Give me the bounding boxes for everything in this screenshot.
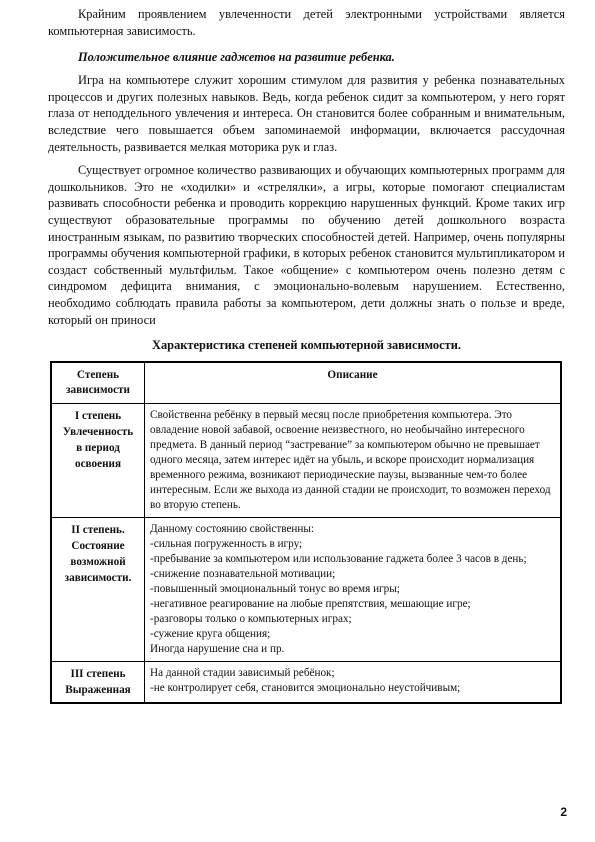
- description-line: Иногда нарушение сна и пр.: [150, 643, 285, 656]
- addiction-levels-table: [50, 361, 562, 704]
- table-row: [51, 404, 561, 518]
- paragraph-addiction-intro: Крайним проявлением увлеченности детей электронными устройствами является компьютерная зависимость.: [48, 7, 565, 38]
- description-line: -разговоры только о компьютерных играх;: [150, 613, 352, 626]
- table-header-row: [51, 362, 561, 404]
- description-line: Данному состоянию свойственны:: [150, 523, 315, 536]
- level-line: III степень: [70, 668, 126, 681]
- description-line: На данной стадии зависимый ребёнок;: [150, 667, 335, 680]
- page-number: 2: [560, 805, 567, 819]
- table-caption: Характеристика степеней компьютерной зависимости.: [152, 338, 461, 353]
- level-line: Выраженная: [65, 684, 131, 697]
- description-line: -сильная погруженность в игру;: [150, 538, 303, 551]
- description-cell: [145, 662, 562, 704]
- description-cell: [145, 518, 562, 662]
- paragraph-educational-programs: Существует огромное количество развивающих и обучающих компьютерных программ для дошкольников. Это не «ходилки» и «стрелялки», а игры, которые помогают специалистам развивать способности ребенка и проводить коррекцию нарушенных функций. Кроме таких игр существуют образовательные программы по обучению детей дошкольного возраста иностранным языкам, по развитию творческих способностей детей. Например, очень популярны программы обучения компьютерной графики, в которых ребенок становится мультипликатором и создаст собственный мультфильм. Такое «общение» с компьютером очень полезно детям с синдромом дефицита внимания, с эмоционально-волевым нарушением. Естественно, необходимо соблюдать правила работы за компьютером, дети должны знать о пользе и вреде, который он приноси: [48, 163, 565, 327]
- level-line: зависимости.: [64, 572, 132, 585]
- document-page: [48, 6, 565, 704]
- paragraph-game-benefits: Игра на компьютере служит хорошим стимулом для развития у ребенка познавательных процессов и других полезных навыков. Ведь, когда ребенок сидит за компьютером, у него горят глаза от неподдельного увлечения и интереса. Он становится более собранным и внимательным, вследствие чего повышается объем запоминаемой информации, включается рассудочная деятельность, развивается мелкая моторика рук и глаз.: [48, 73, 565, 154]
- level-cell: [51, 518, 145, 662]
- section-heading: Положительное влияние гаджетов на развитие ребенка.: [78, 50, 395, 65]
- description-line: -негативное реагирование на любые препятствия, мешающие игре;: [150, 598, 471, 611]
- description-line: -сужение круга общения;: [150, 628, 271, 641]
- level-line: II степень.: [71, 524, 125, 537]
- level-cell: [51, 404, 145, 518]
- header-description: Описание: [145, 362, 562, 404]
- description-line: -повышенный эмоциональный тонус во время игры;: [150, 583, 400, 596]
- level-line: освоения: [74, 458, 122, 471]
- description-line: -снижение познавательной мотивации;: [150, 568, 336, 581]
- description-cell: [145, 404, 562, 518]
- description-text: Свойственна ребёнку в первый месяц после приобретения компьютера. Это овладение новой забавой, освоение неизвестного, но необычайно интересного предмета. В данный период “застревание” за компьютером обычно не превышает одного месяца, затем интерес идёт на убыль, и вскоре происходит нормализация временного режима, возникают периодические паузы, вызванные чем-то более интересным. Если же выхода из данной стадии не происходит, то возможен переход во вторую степень.: [150, 409, 551, 512]
- header-level: Степень зависимости: [51, 362, 145, 404]
- table-row: [51, 662, 561, 704]
- table-row: [51, 518, 561, 662]
- level-cell: [51, 662, 145, 704]
- description-line: -пребывание за компьютером или использование гаджета более 3 часов в день;: [150, 553, 527, 566]
- level-line: I степень: [74, 410, 122, 423]
- level-line: Состояние: [71, 540, 125, 553]
- level-line: возможной: [70, 556, 126, 569]
- level-line: Увлеченность: [62, 426, 134, 439]
- level-line: в период: [76, 442, 120, 455]
- description-line: -не контролирует себя, становится эмоционально неустойчивым;: [150, 682, 461, 695]
